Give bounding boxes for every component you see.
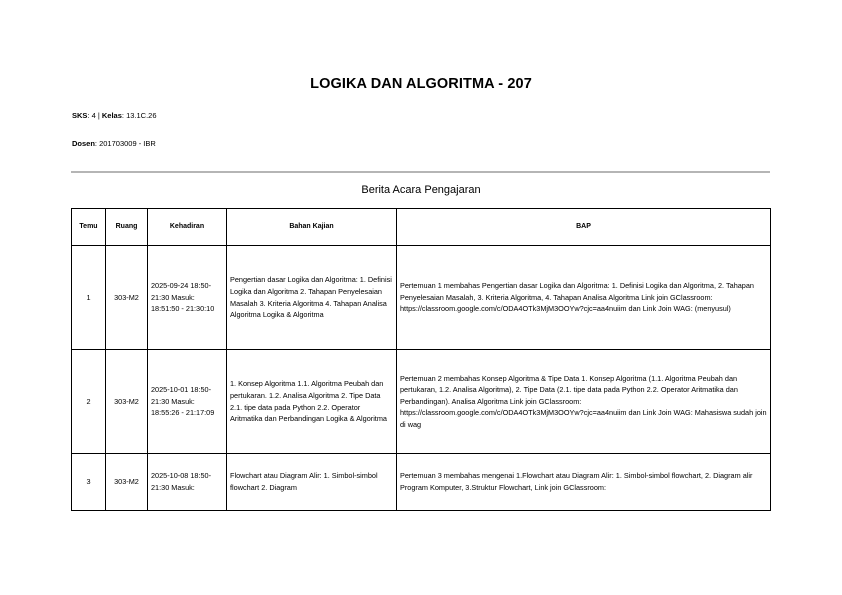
table-header-row — [72, 209, 771, 246]
header-kehadiran: Kehadiran — [148, 209, 227, 246]
sks-value: : 4 — [87, 111, 96, 120]
table-row — [72, 350, 771, 454]
course-meta — [72, 111, 157, 120]
cell-kehadiran: 2025-09-24 18:50-21:30 Masuk: 18:51:50 - 21:30:10 — [148, 246, 227, 350]
cell-bahan-kajian: 1. Konsep Algoritma 1.1. Algoritma Peubah dan pertukaran. 1.2. Analisa Algoritma 2. Tipe Data 2.1. tipe data pada Python 2.2. Operator Aritmatika dan Perbandingan Logika & Algoritma — [227, 350, 397, 454]
kelas-value: : 13.1C.26 — [121, 111, 157, 120]
dosen-value: : 201703009 - IBR — [94, 139, 156, 148]
cell-bahan-kajian: Pengertian dasar Logika dan Algoritma: 1. Definisi Logika dan Algoritma 2. Tahapan Penyelesaian Masalah 3. Kriteria Algoritma 4. Tahapan Analisa Algoritma Logika & Algoritma — [227, 246, 397, 350]
header-bap: BAP — [397, 209, 771, 246]
cell-temu: 3 — [72, 454, 106, 511]
lecturer-meta — [72, 139, 156, 148]
cell-bahan-kajian: Flowchart atau Diagram Alir: 1. Simbol-simbol flowchart 2. Diagram — [227, 454, 397, 511]
document-title: LOGIKA DAN ALGORITMA - 207 — [310, 76, 532, 92]
cell-temu: 2 — [72, 350, 106, 454]
cell-temu: 1 — [72, 246, 106, 350]
section-title: Berita Acara Pengajaran — [361, 184, 481, 196]
cell-bap: Pertemuan 2 membahas Konsep Algoritma & Tipe Data 1. Konsep Algoritma (1.1. Algoritma Peubah dan pertukaran, 1.2. Analisa Algoritma), 2. Tipe Data (2.1. tipe data pada Python 2.2. Operator Aritmatika dan Perbandingan). Analisa Algoritma Link join GClassroom: https://classroom.google.com/c/ODA4OTk3MjM3OOYw?cjc=aa4nuiim dan Link Join WAG: Mahasiswa sudah join di wag — [397, 350, 771, 454]
horizontal-divider — [71, 171, 770, 173]
sks-label: SKS — [72, 111, 88, 120]
cell-kehadiran: 2025-10-08 18:50-21:30 Masuk: — [148, 454, 227, 511]
table-row — [72, 246, 771, 350]
cell-bap: Pertemuan 1 membahas Pengertian dasar Logika dan Algoritma: 1. Definisi Logika dan Algoritma, 2. Tahapan Penyelesaian Masalah, 3. Kriteria Algoritma, 4. Tahapan Analisa Algoritma Link join GClassroom: https://classroom.google.com/c/ODA4OTk3MjM3OOYw?cjc=aa4nuiim dan Link Join WAG: (menyusul) — [397, 246, 771, 350]
kelas-label: Kelas — [101, 111, 122, 120]
bap-table — [71, 208, 771, 511]
meta-separator: | — [95, 111, 102, 120]
header-ruang: Ruang — [106, 209, 148, 246]
cell-kehadiran: 2025-10-01 18:50-21:30 Masuk: 18:55:26 - 21:17:09 — [148, 350, 227, 454]
cell-ruang: 303-M2 — [106, 246, 148, 350]
table-row — [72, 454, 771, 511]
cell-ruang: 303-M2 — [106, 454, 148, 511]
cell-bap: Pertemuan 3 membahas mengenai 1.Flowchart atau Diagram Alir: 1. Simbol-simbol flowchart, 2. Diagram alir Program Komputer, 3.Struktur Flowchart, Link join GClassroom: — [397, 454, 771, 511]
header-bahan-kajian: Bahan Kajian — [227, 209, 397, 246]
dosen-label: Dosen — [72, 139, 95, 148]
header-temu: Temu — [72, 209, 106, 246]
cell-ruang: 303-M2 — [106, 350, 148, 454]
